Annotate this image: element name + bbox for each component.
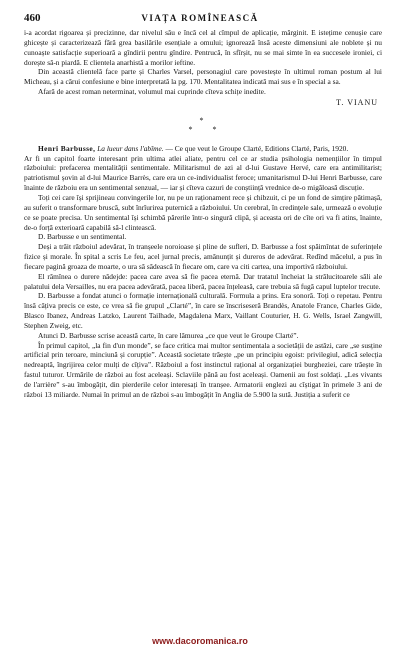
article-end bbox=[24, 28, 382, 108]
review-paragraph: D. Barbusse a fondat atunci o formație internațională culturală. Formula a prins. Era sonoră. Toți o repetau. Pentru însă câțiva precis ce este, ce vrea să fie grupul „Clarté”, în care se înscriseseră Brandès, Anatole France, Charles Gide, Blasco Ibanez, Andreas Latzko, Laurent Tailhade, Magdalena Marx, Vaillant Couturier, H. G. Wells, Israel Zangwill, Stephen Zweig, etc. bbox=[24, 291, 382, 330]
review-paragraph: D. Barbusse e un sentimental. bbox=[38, 232, 127, 242]
section-ornament bbox=[24, 116, 382, 134]
review-paragraph: Toți cei care își sprijineau convingerile lor, nu pe un raționament rece și chibzuit, ci pe un fond de simțire pătimașă, au suferit o transformare bruscă, subt înrîurirea puternică a războiului. Un cerebral, în credințele sale, urmează o evoluție ce se poate precisa. Un sentimental își schimbă părerile într-o singură clipă, și aceasta ori de cîte ori va fi atins, înainte, de-o forță exterioară capabilă să-l clintească. bbox=[24, 192, 382, 232]
book-review bbox=[24, 144, 382, 400]
review-paragraph: În primul capitol, „la fin d'un monde”, se face critica mai multor sentimentala a societății de astăzi, care „se susține artificial prin teroare, minciună și corupție”. Această societate trăește „pe un principiu egoist: privilegiul, adică selecția nedreaptă, îngrijirea celor mulți de cîțiva”. Războiul a fost instinctul rațional al organizației burgheziei, care trăește în fastul tuturor. Urmările de război au fost aceleași. Sclaviile până au fost aceleași. Oamenii au fost soldați. „Les vivants de l'arrière” s-au îmbogățit, din pierderile celor interesați în tranșee. Armatorii englezi au cîștigat în primele 3 ani de război 13 miliarde. Numai în primul an de război s-au îmbogățit în Anglia de 5.900 la sută. Justiția a suferit ce bbox=[24, 340, 382, 399]
source-watermark-link[interactable]: www.dacoromanica.ro bbox=[152, 636, 248, 646]
review-heading-rest: — Ce que veut le Groupe Clarté, Editions Clarté, Paris, 1920. bbox=[163, 143, 349, 153]
running-title: VIAȚA ROMÎNEASCĂ bbox=[141, 13, 259, 23]
review-heading bbox=[24, 144, 382, 154]
review-paragraph: Atunci D. Barbusse scrise această carte, în care lămurea „ce que veut le Groupe Clarté”. bbox=[38, 330, 299, 340]
page-header bbox=[0, 0, 400, 30]
article-paragraph: Afară de acest roman neterminat, volumul mai cuprinde cîteva schițe inedite. bbox=[38, 87, 266, 97]
review-paragraph: Ar fi un capitol foarte interesant prin ultima atlei aliate, pentru cel ce ar studia psihologia nemențiilor în timpul războiului: prefacerea mentalității sentimentale. Militarismul de azi al d-lui Gustave Hervé, care era antimilitarist; patriotismul șovin al d-lui Maurice Barrès, care era un ce-individualist feroce; umanitarismul D-lui Henri Barbusse, care înainte de războiu era un sentimental senzual, — iar și cîteva cazuri de conștiință vrednice de-o migăloasă discuție. bbox=[24, 153, 382, 193]
review-paragraph: El rămînea o durere nădejde: pacea care avea să fie pacea eternă. Dar tratatul încheiat la strălucitoarele săli ale palatului dela Versailles, nu era pacea adevărată, pacea liberă, pacea înțeleasă, care trebuia să fugă capul luptelor trecute. bbox=[24, 271, 382, 291]
page-number: 460 bbox=[24, 12, 41, 24]
review-author: Henri Barbusse, bbox=[38, 143, 96, 153]
page-body bbox=[24, 28, 382, 400]
review-book-title: La lueur dans l'abîme. bbox=[97, 143, 164, 153]
ornament-star-icon: * bbox=[199, 115, 207, 125]
article-paragraph: i-a acordat rigoarea și precizinne, dar nivelul său e încă cel al cîmpul de aplicație, mărginit. E istețime cenușie care ghicește și caracterizează fără grea basilările esențiale a omului; ignorează însă aceste dimensiuni ale noblete și nu cunoaște satisfacție superioară a gîndirii pentru gîndire. Pentrucă, în sfîrșit, nu se mai simte în ea succesele ironiei, ci dorește să-n piardă. E clientela anarhistă a morilor ieftine. bbox=[24, 28, 382, 67]
review-paragraph: Deși a trăit războiul adevărat, în tranșeele noroioase și pline de sufleri, D. Barbusse a fost spăimîntat de suferințele fizice și morale. În spital a scris Le feu, acel jurnal precis, amănunțit și dureros de adevărat. Redînd măcelul, a pus în fiecare pagină groaza de moarte, o ura să sădească în fiecare om, care va citi cartea, una importivă războiului. bbox=[24, 242, 382, 271]
author-signature: T. VIANU bbox=[336, 97, 378, 107]
ornament-stars-icon: * * bbox=[188, 124, 226, 134]
article-paragraph: Din această clientelă face parte și Charles Varsel, personagiul care povestește în ultimul roman postum al lui Micheau, și a cărui confesiune e bine interpretată la pg. 170. Mentalitatea indicată mai sus e în special a sa. bbox=[24, 67, 382, 87]
